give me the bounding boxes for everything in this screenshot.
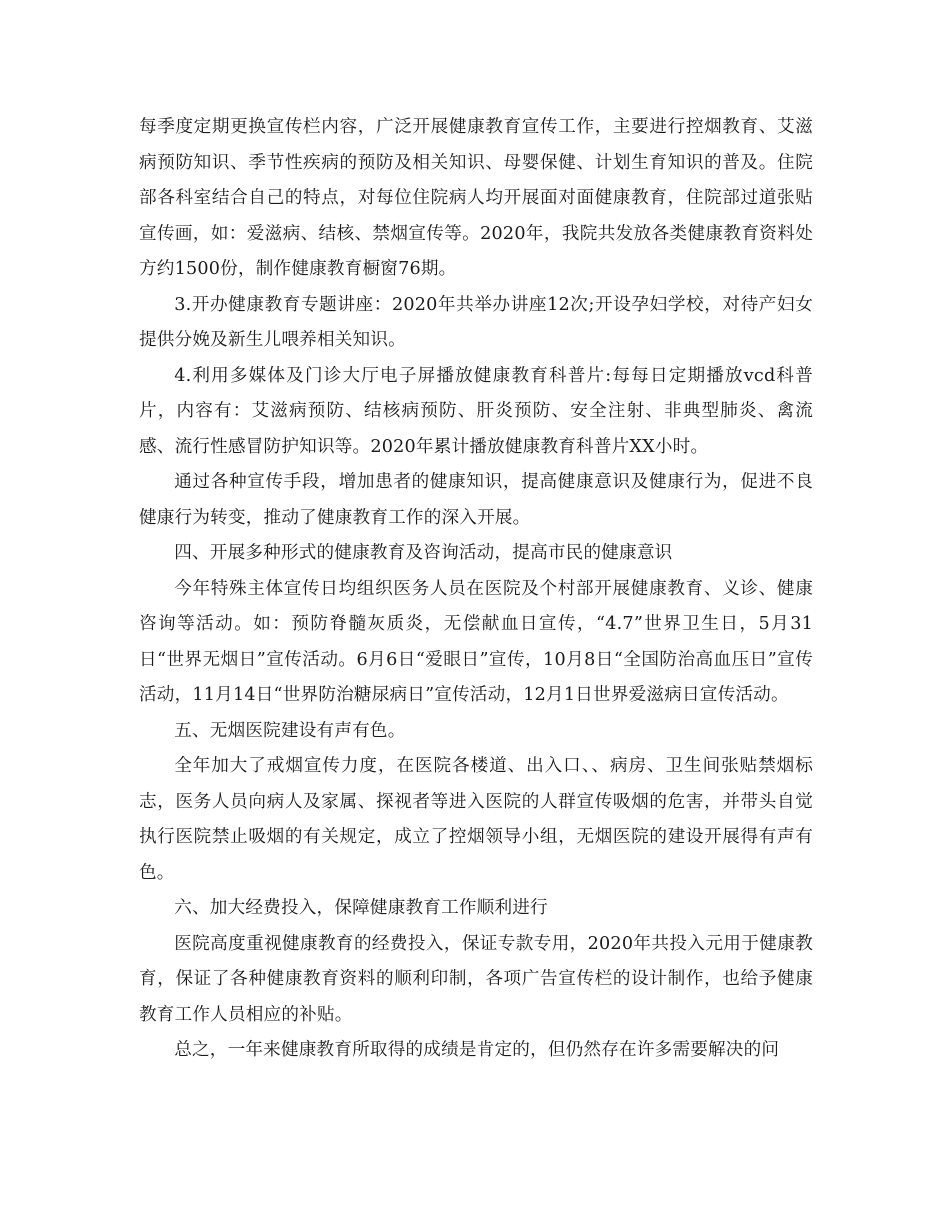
paragraph-3: 4.利用多媒体及门诊大厅电子屏播放健康教育科普片:每每日定期播放vcd科普片，内容有：艾滋病预防、结核病预防、肝炎预防、安全注射、非典型肺炎、禽流感、流行性感冒防护知识等。2020年累计播放健康教育科普片XX小时。: [139, 365, 813, 457]
document-body: [139, 110, 813, 1069]
section-heading-5: 五、无烟医院建设有声有色。: [174, 720, 406, 741]
paragraph-6: 今年特殊主体宣传日均组织医务人员在医院及个村部开展健康教育、义诊、健康咨询等活动。如：预防脊髓灰质炎，无偿献血日宣传，“4.7”世界卫生日，5月31日“世界无烟日”宣传活动。6月6日“爱眼日”宣传，10月8日“全国防治高血压日”宣传活动，11月14日“世界防治糖尿病日”宣传活动，12月1日世界爱滋病日宣传活动。: [139, 578, 813, 705]
paragraph-8: 全年加大了戒烟宣传力度，在医院各楼道、出入口、、病房、卫生间张贴禁烟标志，医务人员向病人及家属、探视者等进入医院的人群宣传吸烟的危害，并带头自觉执行医院禁止吸烟的有关规定，成立了控烟领导小组，无烟医院的建设开展得有声有色。: [139, 756, 813, 883]
paragraph-4: 通过各种宣传手段，增加患者的健康知识，提高健康意识及健康行为，促进不良健康行为转变，推动了健康教育工作的深入开展。: [139, 472, 813, 528]
section-heading-4: 四、开展多种形式的健康教育及咨询活动，提高市民的健康意识: [174, 543, 673, 563]
paragraph-10: 医院高度重视健康教育的经费投入，保证专款专用，2020年共投入元用于健康教育，保证了各种健康教育资料的顺利印制，各项广告宣传栏的设计制作，也给予健康教育工作人员相应的补贴。: [139, 933, 813, 1025]
section-heading-6: 六、加大经费投入，保障健康教育工作顺利进行: [174, 898, 548, 918]
paragraph-1: 每季度定期更换宣传栏内容，广泛开展健康教育宣传工作，主要进行控烟教育、艾滋病预防知识、季节性疾病的预防及相关知识、母婴保健、计划生育知识的普及。住院部各科室结合自己的特点，对每位住院病人均开展面对面健康教育，住院部过道张贴宣传画，如：爱滋病、结核、禁烟宣传等。2020年，我院共发放各类健康教育资料处方约1500份，制作健康教育橱窗76期。: [139, 117, 813, 279]
paragraph-2: 3.开办健康教育专题讲座：2020年共举办讲座12次;开设孕妇学校，对待产妇女提供分娩及新生儿喂养相关知识。: [139, 294, 813, 350]
paragraph-11: 总之，一年来健康教育所取得的成绩是肯定的，但仍然存在许多需要解决的问: [174, 1040, 780, 1060]
